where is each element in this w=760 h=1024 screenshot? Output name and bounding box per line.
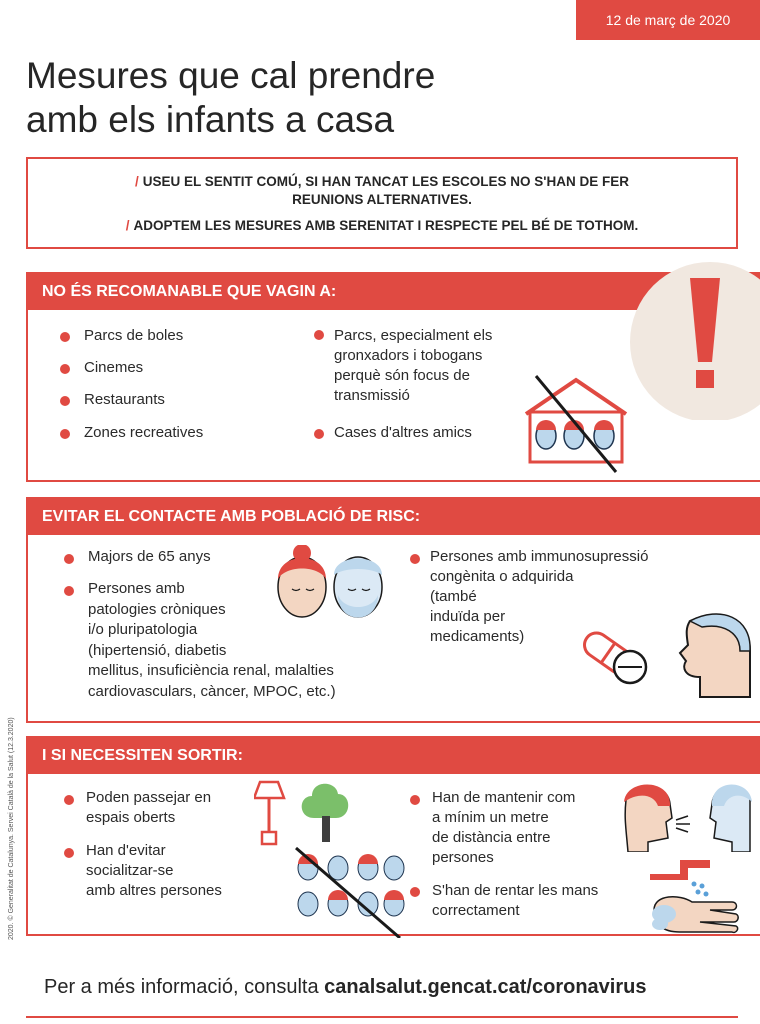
list-item: Han d'evitar socialitzar-se amb altres persones	[86, 842, 222, 899]
list-item: Parcs de boles	[84, 327, 184, 344]
handwashing-icon	[640, 854, 750, 934]
person-profile-icon	[660, 601, 756, 701]
footer-link[interactable]: canalsalut.gencat.cat/coronavirus	[324, 976, 647, 998]
section-risk-population-heading: EVITAR EL CONTACTE AMB POBLACIÓ DE RISC:	[28, 499, 760, 535]
list-item: Restaurants	[84, 391, 165, 408]
date-badge: 12 de març de 2020	[576, 0, 760, 40]
footer-info: Per a més informació, consulta canalsalut.gencat.cat/coronavirus	[44, 976, 647, 998]
footer-divider	[26, 1016, 738, 1018]
notice-box	[26, 157, 738, 249]
group-crossed-icon	[290, 846, 406, 938]
list-item: Majors de 65 anys	[88, 548, 211, 565]
notice-line-2: / ADOPTEM LES MESURES AMB SERENITAT I RESPECTE PEL BÉ DE TOTHOM.	[125, 218, 639, 233]
elderly-people-icon	[272, 545, 392, 633]
warning-exclamation-icon	[598, 260, 760, 420]
list-item: S'han de rentar les mans correctament	[432, 882, 599, 919]
notice-line-1: / USEU EL SENTIT COMÚ, SI HAN TANCAT LES ESCOLES NO S'HAN DE FER REUNIONS ALTERNATIVES.	[134, 174, 629, 207]
list-item: Parcs, especialment els gronxadors i tobogans perquè són focus de transmissió	[334, 327, 493, 404]
section-not-recommended	[26, 272, 760, 482]
list-item: Cinemes	[84, 359, 144, 376]
section-going-out	[26, 736, 760, 936]
list-item: Zones recreatives	[84, 424, 204, 441]
list-item: Cases d'altres amics	[334, 424, 472, 441]
section-going-out-heading: I SI NECESSITEN SORTIR:	[28, 738, 760, 774]
title-line-2: amb els infants a casa	[26, 99, 395, 140]
list-item: Persones amb patologies cròniques i/o pluripatologia (hipertensió, diabetis mellitus, insuficiència renal, malalties cardiovasculars, càncer, MPOC, etc.)	[88, 580, 336, 700]
section-not-recommended-heading: NO ÉS RECOMANABLE QUE VAGIN A:	[28, 274, 760, 310]
distance-people-icon	[618, 778, 758, 852]
list-item: Han de mantenir com a mínim un metre de distància entre persones	[432, 789, 576, 866]
section-risk-population	[26, 497, 760, 723]
list-item: Persones amb immunosupressió congènita o adquirida (també induïda per medicaments)	[430, 548, 649, 645]
title-line-1: Mesures que cal prendre	[26, 55, 436, 96]
list-item: Poden passejar en espais oberts	[86, 789, 212, 826]
page-title	[26, 54, 626, 142]
park-lamp-tree-icon	[254, 772, 374, 846]
copyright-credit: 2020. © Generalitat de Catalunya. Servei Català de la Salut (12.3.2020)	[8, 717, 15, 940]
